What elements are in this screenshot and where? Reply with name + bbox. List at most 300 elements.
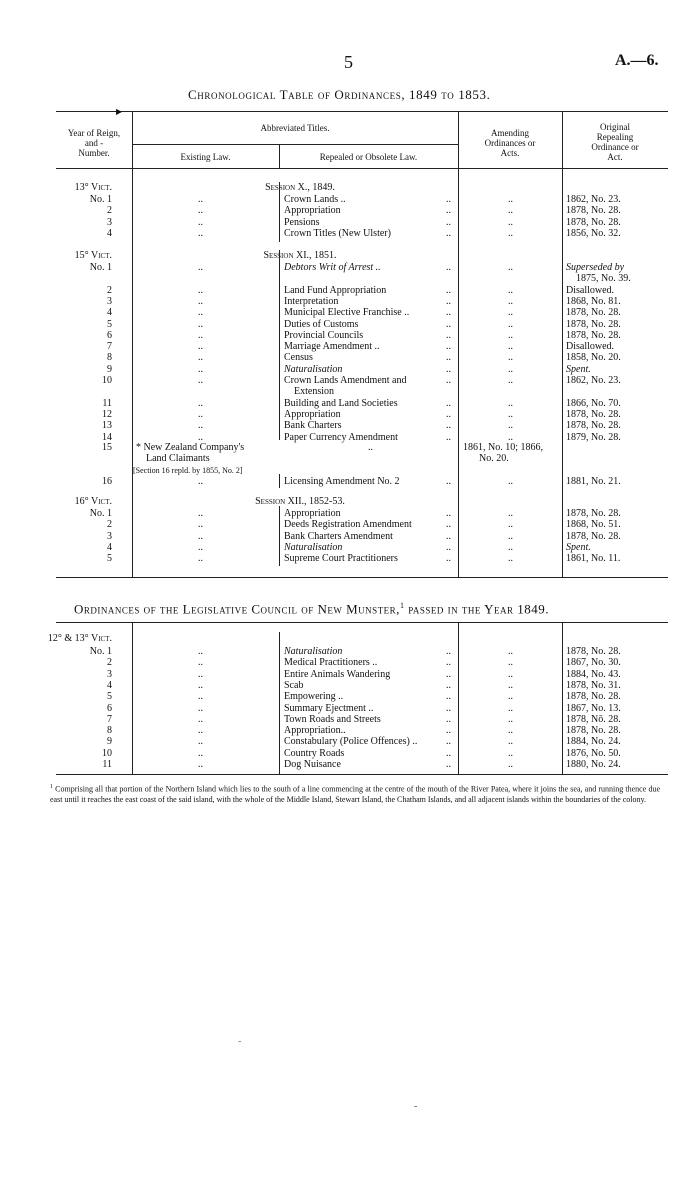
leader-dots: ..: [446, 205, 451, 217]
amending-acts: ..: [508, 363, 513, 375]
existing-law: ..: [198, 408, 203, 420]
existing-law: ..: [198, 713, 203, 725]
ordinance-number: No. 1: [89, 646, 112, 657]
table-row: [0, 352, 700, 363]
original-act: 1879, No. 28.: [566, 431, 621, 443]
leader-dots: ..: [446, 759, 451, 770]
existing-law: ..: [198, 668, 203, 680]
repealed-title: Crown Titles (New Ulster): [284, 227, 391, 239]
amending-acts: ..: [508, 519, 513, 531]
table-row: [0, 519, 700, 530]
original-act: Disallowed.: [566, 284, 615, 296]
repealed-title: Land Fund Appropriation: [284, 284, 387, 296]
leader-dots: ..: [446, 329, 451, 341]
header-bottom-rule: [56, 168, 668, 169]
col-divider-2-b: [279, 250, 280, 440]
leader-dots: ..: [446, 295, 451, 307]
ordinance-number: No. 1: [89, 194, 112, 205]
ordinance-number: 3: [107, 216, 112, 228]
ordinance-number: 8: [107, 725, 112, 737]
leader-dots: ..: [446, 679, 451, 691]
print-mark: ˜: [238, 1040, 242, 1051]
reign-row-16: [0, 496, 700, 507]
ordinance-number: 7: [107, 341, 112, 353]
repealed-title: Crown Lands ..: [284, 194, 346, 205]
existing-law: ..: [198, 702, 203, 714]
footnote-reference: 1: [399, 601, 405, 610]
repealed-title: Appropriation: [284, 508, 341, 519]
repealed-title: Naturalisation: [284, 363, 343, 375]
leader-dots: ..: [446, 668, 451, 680]
existing-law: ..: [198, 519, 203, 531]
reign-label: 16° Vict.: [74, 496, 112, 507]
ordinance-number: 16: [102, 476, 112, 487]
table-row: [0, 714, 700, 725]
existing-law: ..: [198, 530, 203, 542]
amending-acts: ..: [508, 194, 513, 205]
document-reference: A.—6.: [615, 52, 659, 69]
original-act: 1878, No. 28.: [566, 530, 621, 542]
existing-law: ..: [198, 420, 203, 432]
footnote-text: Comprising all that portion of the Northern Island which lies to the south of a line commencing at the centre of the mouth of the River Patea, where it joins the sea, and running thence due east until it reaches the east coast of the said island, with the whole of the Middle Island, Stewart Island, the Chatham Islands, and all adjacent islands within the boundaries of the colony.: [50, 784, 660, 804]
ordinance-number: 9: [107, 736, 112, 748]
amending-acts: ..: [508, 759, 513, 770]
amending-acts: ..: [508, 420, 513, 432]
amending-acts: ..: [508, 284, 513, 296]
existing-law: ..: [198, 736, 203, 748]
existing-law: ..: [198, 262, 203, 273]
table-row: [0, 703, 700, 714]
original-act-continued: 1875, No. 39.: [576, 273, 631, 285]
leader-dots: ..: [446, 375, 451, 386]
footnote: [50, 782, 660, 805]
existing-law: ..: [198, 759, 203, 770]
existing-law: ..: [198, 205, 203, 217]
existing-law: ..: [198, 227, 203, 239]
original-act: 1878, Nō. 28.: [566, 713, 621, 725]
amending-acts: ..: [508, 691, 513, 703]
leader-dots: ..: [446, 530, 451, 542]
col-divider-2-a: [279, 182, 280, 242]
ordinance-number: 2: [107, 284, 112, 296]
header-existing: Existing Law.: [180, 152, 231, 162]
original-act: Spent.: [566, 363, 591, 375]
existing-law: ..: [198, 725, 203, 737]
amending-acts: ..: [508, 668, 513, 680]
ordinance-number: 5: [107, 553, 112, 565]
existing-law: ..: [198, 553, 203, 565]
repealed-title: Marriage Amendment ..: [284, 341, 380, 353]
amending-acts: ..: [508, 341, 513, 353]
amending-acts: ..: [508, 216, 513, 228]
table-row-continued: [0, 453, 700, 464]
reign-row-12-13: [0, 633, 700, 644]
repealed-title: Naturalisation: [284, 541, 343, 553]
repealed-title: Appropriation: [284, 205, 341, 217]
amending-acts-continued: No. 20.: [479, 453, 509, 464]
table-row-continued: [0, 273, 700, 284]
original-act: Spent.: [566, 541, 591, 553]
repealed-title: Empowering ..: [284, 691, 344, 703]
original-act: 1868, No. 81.: [566, 295, 621, 307]
repealed-title: Appropriation: [284, 408, 341, 420]
table2-top-rule: [56, 622, 668, 623]
section2-title: [74, 601, 549, 617]
amending-acts: ..: [508, 431, 513, 443]
original-act: 1884, No. 24.: [566, 736, 621, 748]
original-act: 1878, No. 28.: [566, 318, 621, 330]
table-row: [0, 409, 700, 420]
repealed-title: Licensing Amendment No. 2: [284, 476, 400, 487]
leader-dots: ..: [446, 216, 451, 228]
original-act: 1880, No. 24.: [566, 759, 621, 770]
existing-law-continued: Land Claimants: [146, 453, 210, 464]
existing-law: ..: [198, 375, 203, 386]
title-year-start: 1849: [409, 87, 438, 102]
amending-acts: ..: [508, 262, 513, 273]
repealed-title: Dog Nuisance: [284, 759, 341, 770]
repealed-title: Appropriation..: [284, 725, 346, 737]
amending-acts: ..: [508, 205, 513, 217]
leader-dots: ..: [446, 318, 451, 330]
ordinance-number: 5: [107, 318, 112, 330]
original-act: 1861, No. 11.: [566, 553, 621, 565]
table-row: [0, 531, 700, 542]
repealed-title: Pensions: [284, 216, 320, 228]
existing-law: ..: [198, 541, 203, 553]
ordinance-number: 2: [107, 205, 112, 217]
table-row: [0, 553, 700, 564]
original-act: 1878, No. 28.: [566, 646, 621, 657]
table-row: [0, 296, 700, 307]
repealed-title: Medical Practitioners ..: [284, 657, 378, 669]
table-row: [0, 194, 700, 205]
page-number: 5: [344, 52, 353, 72]
table-row: [0, 748, 700, 759]
existing-law: * New Zealand Company's: [136, 442, 245, 453]
leader-dots: ..: [446, 657, 451, 669]
footnote-marker: 1: [50, 784, 53, 790]
table-row-continued: [0, 386, 700, 397]
ordinance-number: 3: [107, 530, 112, 542]
table-row: [0, 341, 700, 352]
original-act: 1878, No. 28.: [566, 420, 621, 432]
leader-dots: ..: [446, 553, 451, 565]
original-act: 1867, No. 30.: [566, 657, 621, 669]
session-heading: Session XII., 1852-53.: [255, 496, 345, 507]
original-act: 1868, No. 51.: [566, 519, 621, 531]
leader-dots: ..: [446, 736, 451, 748]
ordinance-number: 12: [102, 408, 112, 420]
table-row: [0, 420, 700, 431]
table-row: [0, 669, 700, 680]
table-row-note: [0, 465, 700, 476]
original-act: Superseded by: [566, 262, 625, 273]
table-row: [0, 319, 700, 330]
table-top-marker: ▶: [116, 107, 123, 116]
table-row: [0, 330, 700, 341]
section2-title-a: Ordinances of the Legislative Council of New Munster,: [74, 601, 400, 617]
header-amending: Amending Ordinances or Acts.: [484, 128, 536, 158]
ordinance-number: 5: [107, 691, 112, 703]
amending-acts: ..: [508, 318, 513, 330]
amending-acts: ..: [508, 408, 513, 420]
ordinance-number: 6: [107, 702, 112, 714]
original-act: 1878, No. 28.: [566, 508, 621, 519]
existing-law: ..: [198, 341, 203, 353]
ordinance-number: 3: [107, 668, 112, 680]
table-row: [0, 217, 700, 228]
leader-dots: ..: [446, 194, 451, 205]
leader-dots: ..: [446, 284, 451, 296]
table-row: [0, 725, 700, 736]
table2-bottom-rule: [56, 774, 668, 775]
original-act: 1878, No. 28.: [566, 691, 621, 703]
table-row: [0, 432, 700, 443]
repealed-title: ..: [368, 442, 373, 453]
amending-acts: ..: [508, 646, 513, 657]
amending-acts: ..: [508, 657, 513, 669]
ordinance-number: 10: [102, 747, 112, 759]
table-row: [0, 262, 700, 273]
original-act: Disallowed.: [566, 341, 615, 353]
existing-law: ..: [198, 363, 203, 375]
leader-dots: ..: [446, 508, 451, 519]
repealed-title: Country Roads: [284, 747, 345, 759]
repealed-title: Provincial Councils: [284, 329, 364, 341]
ordinance-number: 13: [102, 420, 112, 432]
title-lead: Chronological Table of Ordinances,: [188, 87, 406, 102]
repealed-title: Municipal Elective Franchise ..: [284, 307, 410, 319]
repealed-title: Debtors Writ of Arrest ..: [284, 262, 381, 273]
col-divider-2-c: [279, 474, 280, 488]
table-title: [188, 87, 490, 103]
ordinance-number: 11: [102, 397, 112, 409]
repealed-title: Entire Animals Wandering: [284, 668, 391, 680]
ordinance-number: 3: [107, 295, 112, 307]
leader-dots: ..: [446, 363, 451, 375]
table-row: [0, 646, 700, 657]
repealed-title: Supreme Court Practitioners: [284, 553, 398, 565]
original-act: 1858, No. 20.: [566, 352, 621, 364]
existing-law: ..: [198, 508, 203, 519]
amending-acts: ..: [508, 725, 513, 737]
leader-dots: ..: [446, 227, 451, 239]
table-row: [0, 657, 700, 668]
leader-dots: ..: [446, 397, 451, 409]
original-act: 1862, No. 23.: [566, 194, 621, 205]
table-row: [0, 691, 700, 702]
table-row: [0, 375, 700, 386]
amending-acts: ..: [508, 679, 513, 691]
table-row: [0, 228, 700, 239]
amending-acts: ..: [508, 295, 513, 307]
amending-acts: ..: [508, 307, 513, 319]
table-bottom-rule: [56, 577, 668, 578]
original-act: 1881, No. 21.: [566, 476, 621, 487]
ordinance-number: 8: [107, 352, 112, 364]
ordinance-number: 11: [102, 759, 112, 770]
ordinance-number: 4: [107, 307, 112, 319]
header-original: Original Repealing Ordinance or Act.: [591, 122, 639, 162]
repealed-title: Duties of Customs: [284, 318, 359, 330]
leader-dots: ..: [446, 431, 451, 443]
ordinance-number: 15: [102, 442, 112, 453]
amending-acts: ..: [508, 476, 513, 487]
original-act: 1878, No. 28.: [566, 725, 621, 737]
leader-dots: ..: [446, 262, 451, 273]
original-act: 1876, No. 50.: [566, 747, 621, 759]
repealed-title: Constabulary (Police Offences) ..: [284, 736, 418, 748]
existing-law-note: [Section 16 repld. by 1855, No. 2]: [133, 466, 243, 475]
original-act: 1878, No. 28.: [566, 329, 621, 341]
existing-law: ..: [198, 295, 203, 307]
repealed-title: Bank Charters: [284, 420, 342, 432]
table-row: [0, 307, 700, 318]
amending-acts: ..: [508, 553, 513, 565]
ordinance-number: 2: [107, 519, 112, 531]
ordinance-number: 7: [107, 713, 112, 725]
amending-acts: ..: [508, 375, 513, 386]
repealed-title: Town Roads and Streets: [284, 713, 381, 725]
table-row: [0, 285, 700, 296]
leader-dots: ..: [446, 747, 451, 759]
repealed-title: Naturalisation: [284, 646, 343, 657]
session-heading: Session X., 1849.: [265, 182, 335, 193]
existing-law: ..: [198, 476, 203, 487]
table-row: 16 .. Licensing Amendment No. 2 .. .. 1881, No. 21.: [102, 476, 621, 487]
table-row: [0, 508, 700, 519]
section2-title-b: passed in the Year 1849.: [408, 601, 550, 617]
leader-dots: ..: [446, 341, 451, 353]
repealed-title: Building and Land Societies: [284, 397, 398, 409]
table-row: [0, 442, 700, 453]
header-repealed: Repealed or Obsolete Law.: [319, 152, 418, 162]
leader-dots: ..: [446, 408, 451, 420]
existing-law: ..: [198, 691, 203, 703]
ordinance-number: 9: [107, 363, 112, 375]
amending-acts: ..: [508, 736, 513, 748]
reign-row-15: [0, 250, 700, 261]
leader-dots: ..: [446, 541, 451, 553]
existing-law: ..: [198, 329, 203, 341]
title-year-end: 1853.: [458, 87, 491, 102]
repealed-title: Interpretation: [284, 295, 339, 307]
ordinance-number: No. 1: [89, 508, 112, 519]
original-act: 1866, No. 70.: [566, 397, 621, 409]
leader-dots: ..: [446, 420, 451, 432]
existing-law: ..: [198, 679, 203, 691]
header-year: Year of Reign, and - Number.: [67, 128, 121, 158]
repealed-title: Scab: [284, 679, 304, 691]
original-act: 1878, No. 31.: [566, 679, 621, 691]
table-row: [0, 398, 700, 409]
amending-acts: ..: [508, 530, 513, 542]
repealed-title: Crown Lands Amendment and: [284, 375, 407, 386]
amending-acts: ..: [508, 713, 513, 725]
existing-law: ..: [198, 307, 203, 319]
repealed-title: Census: [284, 352, 313, 364]
leader-dots: ..: [446, 713, 451, 725]
ordinance-number: 4: [107, 679, 112, 691]
original-act: 1862, No. 23.: [566, 375, 621, 386]
ordinance-number: 10: [102, 375, 112, 386]
reign-row-13: [0, 182, 700, 193]
table-row: [0, 205, 700, 216]
original-act: 1856, No. 32.: [566, 227, 621, 239]
leader-dots: ..: [446, 352, 451, 364]
existing-law: ..: [198, 284, 203, 296]
amending-acts: ..: [508, 541, 513, 553]
amending-acts: ..: [508, 397, 513, 409]
original-act: 1878, No. 28.: [566, 408, 621, 420]
leader-dots: ..: [446, 519, 451, 531]
original-act: 1884, No. 43.: [566, 668, 621, 680]
amending-acts: 1861, No. 10; 1866,: [463, 442, 543, 453]
original-act: 1867, No. 13.: [566, 702, 621, 714]
session-heading: Session XI., 1851.: [263, 250, 337, 261]
existing-law: ..: [198, 747, 203, 759]
reign-label: 12° & 13° Vict.: [47, 633, 112, 644]
existing-law: ..: [198, 657, 203, 669]
col-divider-2-d: [279, 506, 280, 566]
print-mark: -: [414, 1101, 418, 1112]
original-act: 1878, No. 28.: [566, 205, 621, 217]
table-top-rule: [56, 111, 668, 112]
table-row: [0, 736, 700, 747]
amending-acts: ..: [508, 508, 513, 519]
leader-dots: ..: [446, 691, 451, 703]
amending-acts: ..: [508, 702, 513, 714]
existing-law: ..: [198, 352, 203, 364]
leader-dots: ..: [446, 646, 451, 657]
amending-acts: ..: [508, 329, 513, 341]
ordinance-number: 14: [102, 431, 112, 443]
existing-law: ..: [198, 646, 203, 657]
amending-acts: ..: [508, 227, 513, 239]
original-act: 1878, No. 28.: [566, 216, 621, 228]
header-abbreviated: Abbreviated Titles.: [260, 123, 330, 133]
header-split-rule: [132, 144, 458, 145]
table-row: [0, 364, 700, 375]
existing-law: ..: [198, 318, 203, 330]
ordinance-number: 4: [107, 541, 112, 553]
reign-label: 13° Vict.: [74, 182, 112, 193]
title-to: to: [441, 87, 455, 102]
table-row: [0, 680, 700, 691]
ordinance-number: 2: [107, 657, 112, 669]
table-row: [0, 759, 700, 770]
table-row: [0, 542, 700, 553]
existing-law: ..: [198, 397, 203, 409]
repealed-title: Deeds Registration Amendment: [284, 519, 412, 531]
existing-law: ..: [198, 431, 203, 443]
ordinance-number: 4: [107, 227, 112, 239]
leader-dots: ..: [446, 725, 451, 737]
leader-dots: ..: [446, 307, 451, 319]
ordinance-number: 6: [107, 329, 112, 341]
leader-dots: ..: [446, 702, 451, 714]
amending-acts: ..: [508, 747, 513, 759]
existing-law: ..: [198, 216, 203, 228]
ordinance-number: No. 1: [89, 262, 112, 273]
existing-law: ..: [198, 194, 203, 205]
reign-label: 15° Vict.: [74, 250, 112, 261]
original-act: 1878, No. 28.: [566, 307, 621, 319]
repealed-title: Bank Charters Amendment: [284, 530, 393, 542]
repealed-title: Paper Currency Amendment: [284, 431, 398, 443]
repealed-title-continued: Extension: [294, 386, 334, 398]
